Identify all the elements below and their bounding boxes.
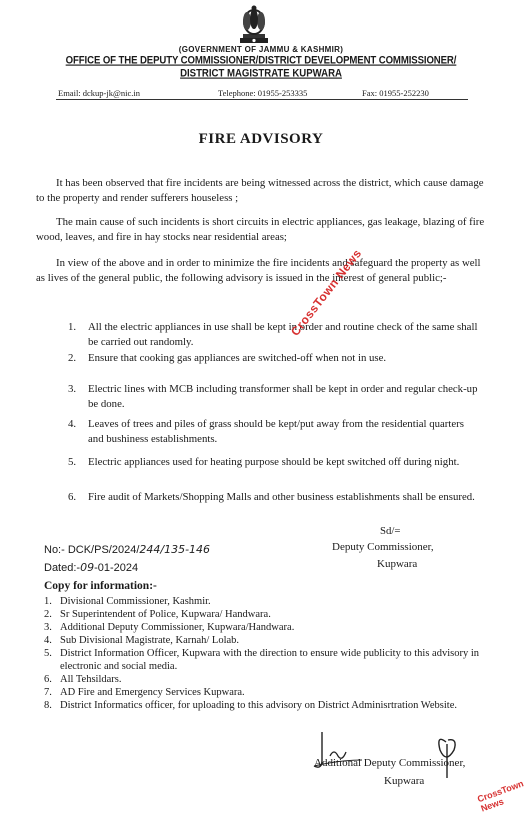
advisory-number: 3.: [68, 383, 77, 395]
copy-number: 7.: [44, 687, 52, 698]
copy-item: [44, 673, 484, 686]
advisory-item: [68, 490, 478, 505]
advisory-item: [68, 351, 478, 366]
copy-text: Sub Divisional Magistrate, Karnah/ Lolab.: [60, 635, 240, 646]
contact-fax: Fax: 01955-252230: [362, 88, 429, 98]
copy-number: 8.: [44, 700, 52, 711]
advisory-number: 5.: [68, 456, 77, 468]
reference-date-handwritten: 09: [80, 561, 95, 574]
copy-text: Additional Deputy Commissioner, Kupwara/Handwara.: [60, 622, 295, 633]
copy-heading: Copy for information:-: [44, 580, 157, 592]
document-title: FIRE ADVISORY: [198, 131, 324, 147]
copy-text: District Information Officer, Kupwara with the direction to ensure wide publicity to this advisory in electronic and social media.: [60, 648, 479, 672]
office-title-line1: OFFICE OF THE DEPUTY COMMISSIONER/DISTRICT DEVELOPMENT COMMISSIONER/: [65, 54, 457, 67]
watermark-corner: CrossTown News: [476, 778, 525, 814]
copy-number: 3.: [44, 622, 52, 633]
copy-item: [44, 608, 484, 621]
copy-item: [44, 634, 484, 647]
paragraph-cause: The main cause of such incidents is short circuits in electric appliances, gas leakage, blazing of fire wood, leaves, and fire in hay stocks near residential areas;: [36, 216, 485, 243]
advisory-text: Ensure that cooking gas appliances are switched-off when not in use.: [88, 352, 387, 364]
header-divider: [56, 99, 468, 100]
paragraph-view: In view of the above and in order to minimize the fire incidents and safeguard the property as well as lives of the general public, the following advisory is issued in the interest of general public;-: [36, 257, 481, 284]
advisory-item: [68, 382, 478, 411]
advisory-number: 4.: [68, 418, 77, 430]
advisory-item: [68, 417, 478, 446]
reference-number: [44, 543, 210, 556]
contact-telephone: Telephone: 01955-253335: [218, 88, 308, 98]
copy-item: [44, 621, 484, 634]
paragraph-intro: It has been observed that fire incidents are being witnessed across the district, which cause damage to the property and render sufferers houseless ;: [36, 177, 484, 204]
state-emblem-icon: [236, 4, 272, 46]
copy-text: All Tehsildars.: [60, 674, 122, 685]
reference-date: [44, 561, 138, 574]
signatory-place-additional: Kupwara: [384, 775, 425, 787]
copy-item: [44, 699, 484, 712]
copy-number: 2.: [44, 609, 52, 620]
copy-text: AD Fire and Emergency Services Kupwara.: [60, 687, 245, 698]
signatory-place: Kupwara: [377, 558, 418, 570]
government-line: (GOVERNMENT OF JAMMU & KASHMIR): [178, 45, 344, 54]
advisory-text: Leaves of trees and piles of grass should be kept/put away from the residential quarters and bushiness establishments.: [88, 418, 464, 445]
reference-number-label: No:- DCK/PS/2024/: [44, 544, 140, 556]
advisory-text: Fire audit of Markets/Shopping Malls and other business establishments shall be ensured.: [88, 491, 475, 503]
advisory-item: [68, 320, 478, 349]
contact-email: Email: dckup-jk@nic.in: [58, 88, 140, 98]
copy-number: 1.: [44, 596, 52, 607]
copy-item: [44, 595, 484, 608]
advisory-number: 2.: [68, 352, 77, 364]
copy-number: 5.: [44, 648, 52, 659]
copy-number: 4.: [44, 635, 52, 646]
copy-text: Sr Superintendent of Police, Kupwara/ Handwara.: [60, 609, 271, 620]
advisory-text: Electric appliances used for heating purpose should be kept switched off during night.: [88, 456, 460, 468]
reference-date-rest: -01-2024: [94, 562, 139, 574]
advisory-text: All the electric appliances in use shall be kept in order and routine check of the same shall be carried out randomly.: [88, 321, 478, 348]
handwritten-signature: [300, 730, 470, 780]
reference-date-label: Dated:-: [44, 562, 81, 574]
copy-number: 6.: [44, 674, 52, 685]
office-title-line2: DISTRICT MAGISTRATE KUPWARA: [180, 67, 342, 80]
advisory-item: [68, 455, 478, 470]
copy-item: [44, 686, 484, 699]
copy-text: Divisional Commissioner, Kashmir.: [60, 596, 211, 607]
advisory-number: 1.: [68, 321, 77, 333]
copy-item: [44, 647, 484, 673]
signatory-designation-additional: Additional Deputy Commissioner,: [314, 757, 466, 769]
watermark-stamp: CrossTown News: [288, 246, 365, 339]
advisory-number: 6.: [68, 491, 77, 503]
signed-mark: Sd/=: [380, 525, 401, 537]
reference-number-handwritten: 244/135-146: [139, 543, 211, 556]
advisory-text: Electric lines with MCB including transformer shall be kept in order and regular check-up be done.: [88, 383, 478, 410]
signatory-designation: Deputy Commissioner,: [332, 541, 434, 553]
copy-text: District Informatics officer, for uploading to this advisory on District Adminisrtration Website.: [60, 700, 457, 711]
